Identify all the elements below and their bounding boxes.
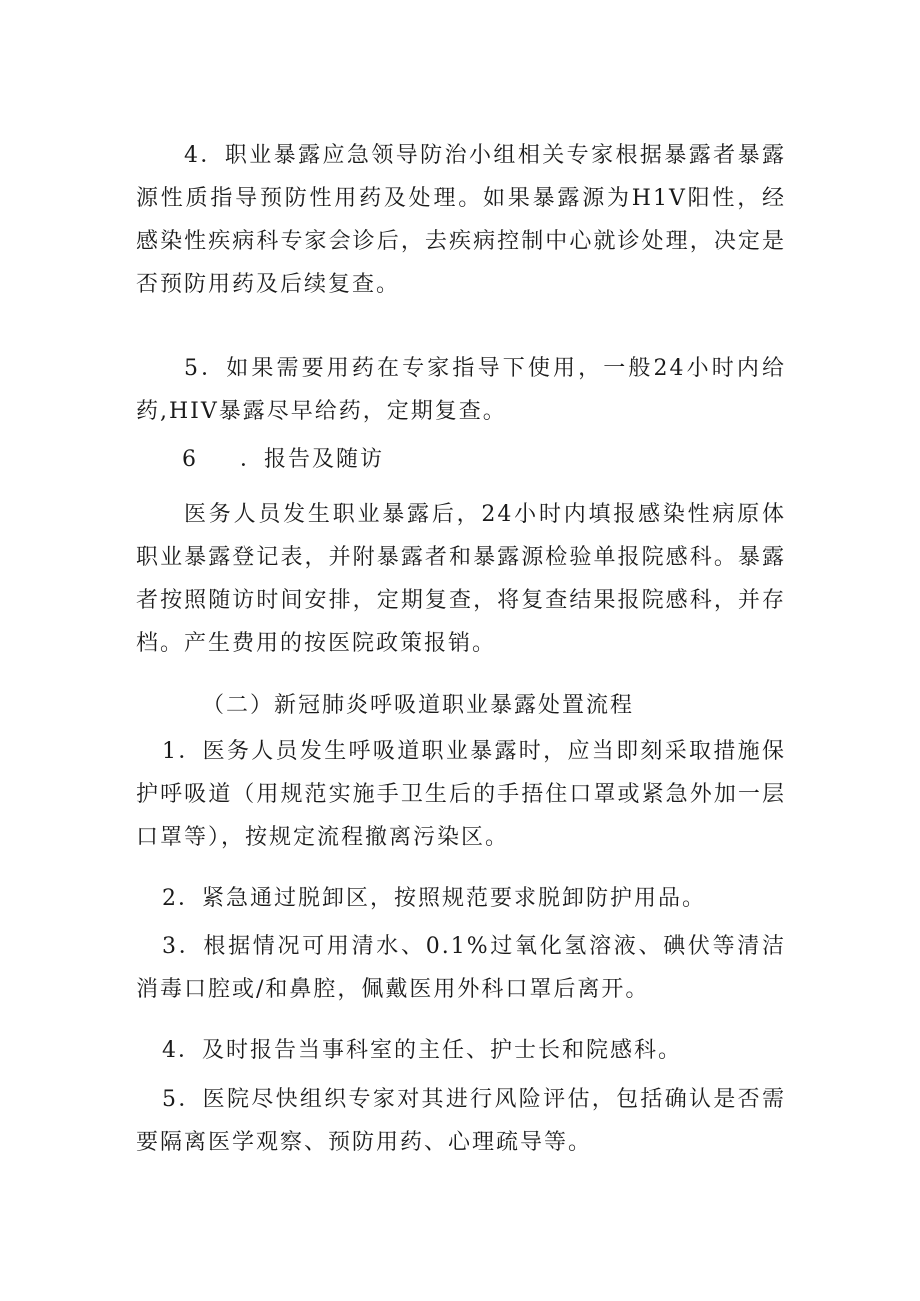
- paragraph-step-2: 2．紧急通过脱卸区，按照规范要求脱卸防护用品。: [162, 886, 706, 911]
- paragraph-step-1: 1．医务人员发生呼吸道职业暴露时，应当即刻采取措施保护呼吸道（用规范实施手卫生后的手捂住口罩或紧急外加一层口罩等），按规定流程撤离污染区。: [136, 739, 786, 850]
- paragraph-step-3: 3．根据情况可用清水、0.1%过氧化氢溶液、碘伏等清洁消毒口腔或/和鼻腔，佩戴医用外科口罩后离开。: [136, 934, 786, 1002]
- section-number: 6: [182, 447, 198, 472]
- section-title: ．报告及随访: [240, 447, 385, 472]
- section-heading-covid-respiratory: （二）新冠肺炎呼吸道职业暴露处置流程: [202, 693, 635, 718]
- paragraph-step-5: 5．医院尽快组织专家对其进行风险评估，包括确认是否需要隔离医学观察、预防用药、心理疏导等。: [136, 1087, 786, 1155]
- paragraph-item-5: 5．如果需要用药在专家指导下使用，一般24小时内给药,HIV暴露尽早给药，定期复查。: [136, 356, 786, 424]
- section-heading-report-followup: [182, 438, 786, 481]
- paragraph-report-followup-body: 医务人员发生职业暴露后，24小时内填报感染性病原体职业暴露登记表，并附暴露者和暴露源检验单报院感科。暴露者按照随访时间安排，定期复查，将复查结果报院感科，并存档。产生费用的按医院政策报销。: [136, 502, 786, 656]
- paragraph-step-4: 4．及时报告当事科室的主任、护士长和院感科。: [162, 1038, 682, 1063]
- paragraph-item-4: 4．职业暴露应急领导防治小组相关专家根据暴露者暴露源性质指导预防性用药及处理。如果暴露源为H1V阳性，经感染性疾病科专家会诊后，去疾病控制中心就诊处理，决定是否预防用药及后续复查。: [136, 143, 786, 297]
